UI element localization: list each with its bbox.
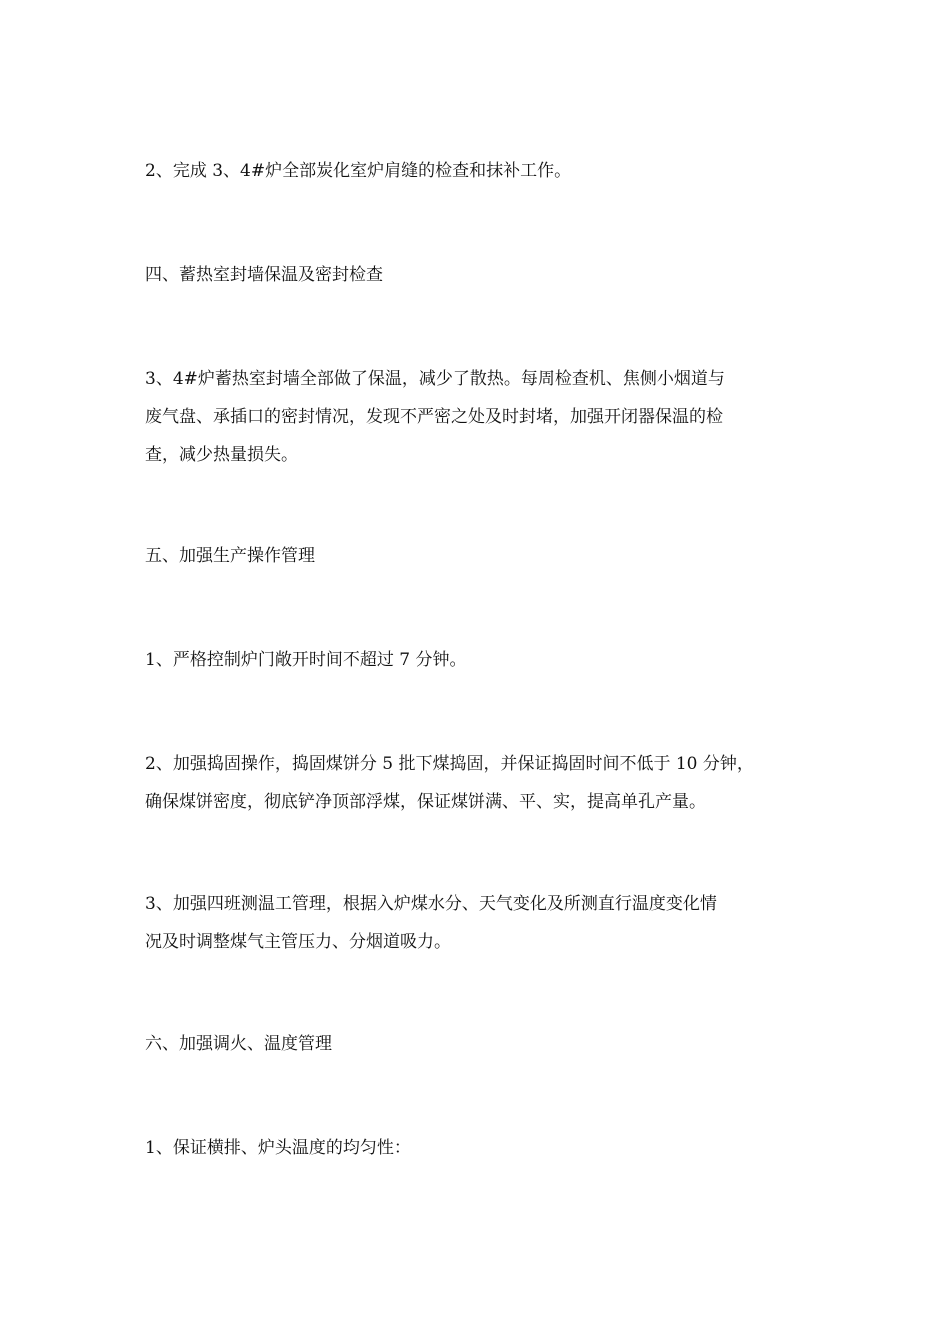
paragraph-line: 3、4#炉蓄热室封墙全部做了保温，减少了散热。每周检查机、焦侧小烟道与	[145, 369, 725, 389]
paragraph-item-1-door-time	[145, 641, 815, 679]
paragraph-line: 1、保证横排、炉头温度的均匀性：	[145, 1138, 411, 1158]
heading-line: 五、加强生产操作管理	[145, 546, 315, 566]
paragraph-line: 查，减少热量损失。	[145, 445, 298, 465]
paragraph-line: 2、加强捣固操作，捣固煤饼分 5 批下煤捣固，并保证捣固时间不低于 10 分钟，	[145, 754, 754, 774]
paragraph-line: 确保煤饼密度，彻底铲净顶部浮煤，保证煤饼满、平、实，提高单孔产量。	[145, 792, 706, 812]
paragraph-item-1-uniformity	[145, 1129, 815, 1167]
paragraph-line: 废气盘、承插口的密封情况，发现不严密之处及时封堵，加强开闭器保温的检	[145, 407, 723, 427]
paragraph-line: 况及时调整煤气主管压力、分烟道吸力。	[145, 932, 451, 952]
section-heading-4	[145, 256, 815, 294]
paragraph-item-2-shoulder-seam	[145, 152, 815, 190]
paragraph-line: 2、完成 3、4#炉全部炭化室炉肩缝的检查和抹补工作。	[145, 161, 572, 181]
paragraph-item-2-tamping	[145, 745, 815, 821]
paragraph-regenerator-insulation	[145, 360, 815, 474]
paragraph-item-3-temperature-staff	[145, 885, 815, 961]
heading-line: 四、蓄热室封墙保温及密封检查	[145, 265, 383, 285]
heading-line: 六、加强调火、温度管理	[145, 1034, 332, 1054]
section-heading-6	[145, 1025, 815, 1063]
section-heading-5	[145, 537, 815, 575]
paragraph-line: 3、加强四班测温工管理，根据入炉煤水分、天气变化及所测直行温度变化情	[145, 894, 717, 914]
paragraph-line: 1、严格控制炉门敞开时间不超过 7 分钟。	[145, 650, 467, 670]
